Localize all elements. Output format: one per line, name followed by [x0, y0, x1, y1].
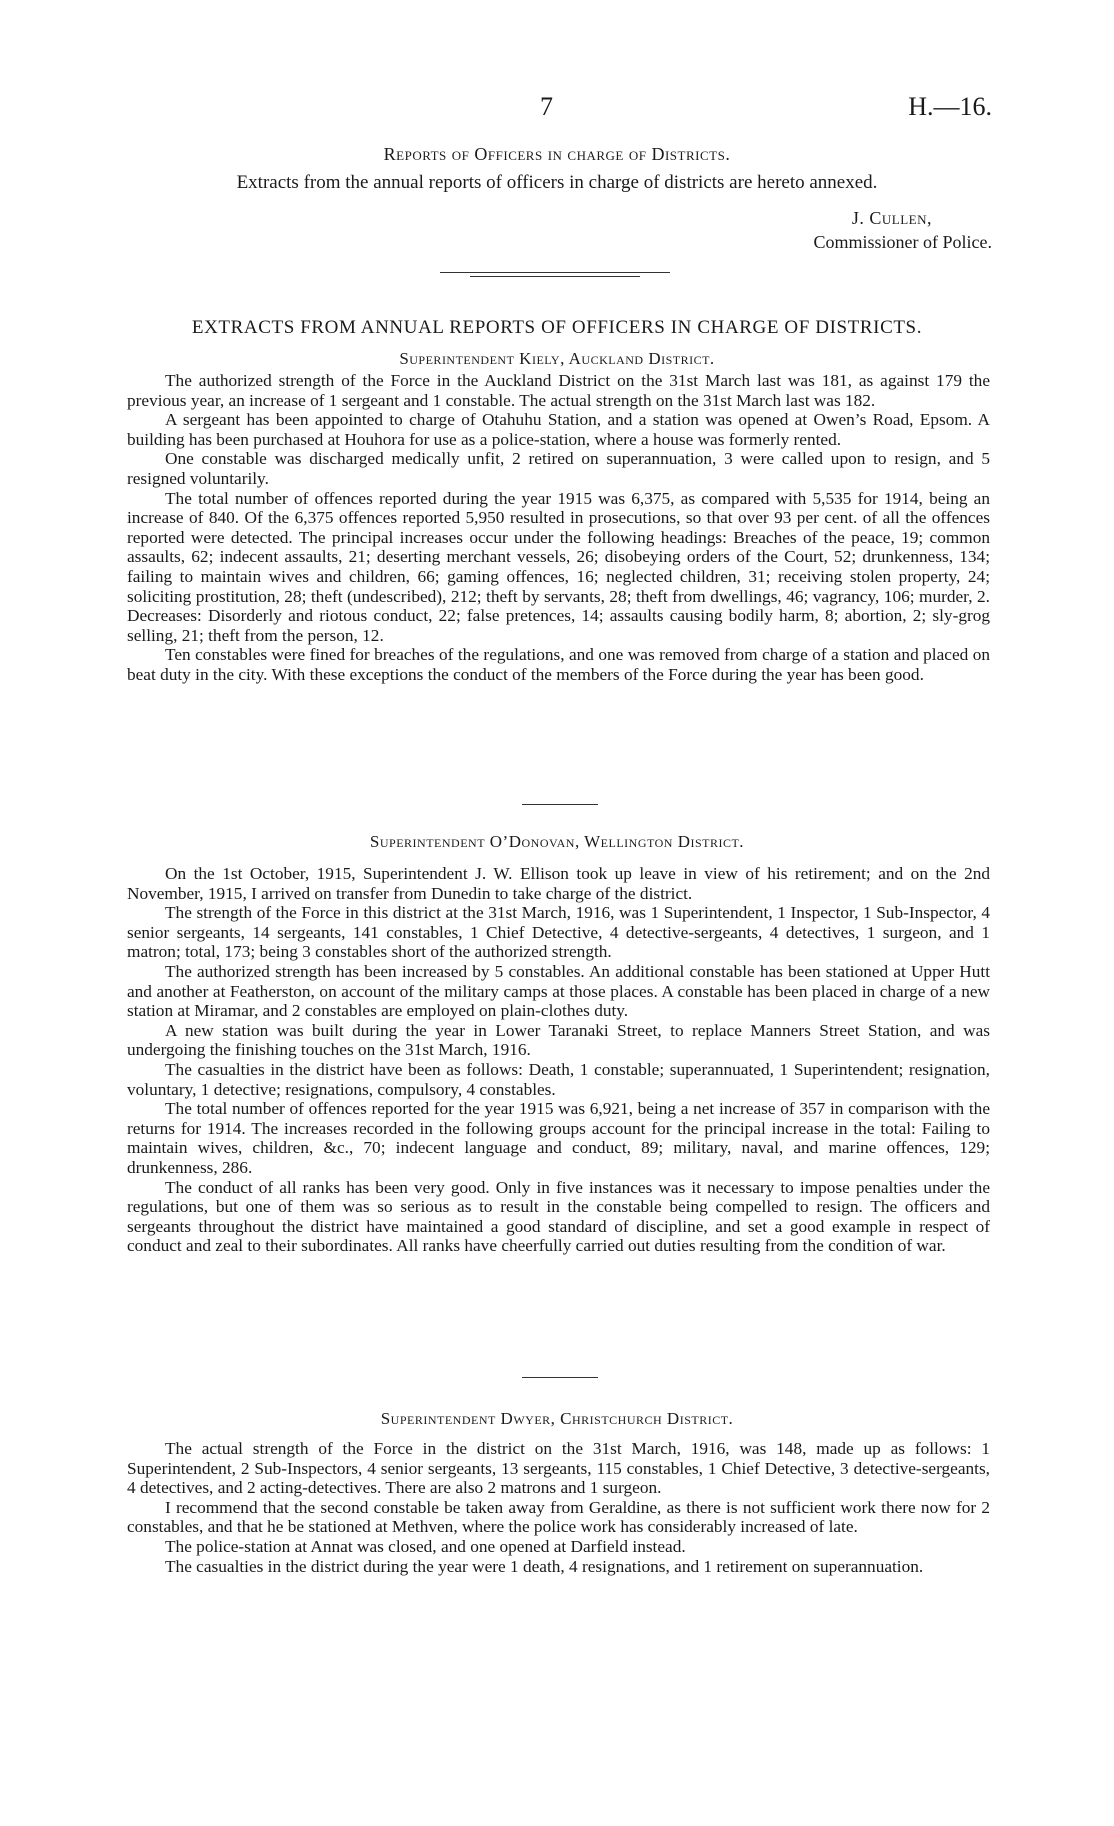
section-heading-auckland: Superintendent Kiely, Auckland District. [399, 349, 715, 368]
section-body-christchurch [127, 1439, 990, 1576]
section-body-auckland [127, 371, 990, 685]
paragraph: The police-station at Annat was closed, and one opened at Darfield instead. [165, 1536, 686, 1556]
paragraph: The conduct of all ranks has been very good. Only in five instances was it necessary to impose penalties under the regulations, but one of them was so serious as to result in the constable being compelled to resign. The officers and sergeants throughout the district have maintained a good standard of discipline, and set a good example in respect of conduct and zeal to their subordinates. All ranks have cheerfully carried out duties resulting from the condition of war. [127, 1177, 990, 1256]
paragraph: The casualties in the district during the year were 1 death, 4 resignations, and 1 retirement on superannuation. [165, 1556, 924, 1576]
divider-rule [522, 804, 598, 805]
paragraph: The actual strength of the Force in the district on the 31st March, 1916, was 148, made up as follows: 1 Superintendent, 2 Sub-Inspectors, 4 senior sergeants, 13 sergeants, 115 constables, 1 Chief Detective, 3 detective-sergeants, 4 detectives, and 2 acting-detectives. There are also 2 matrons and 1 surgeon. [127, 1439, 990, 1498]
paragraph: I recommend that the second constable be taken away from Geraldine, as there is not sufficient work there now for 2 constables, and that he be stationed at Methven, where the police work has considerably increased of late. [127, 1497, 990, 1537]
divider-rule [522, 1377, 598, 1378]
paragraph: Ten constables were fined for breaches of the regulations, and one was removed from charge of a station and placed on beat duty in the city. With these exceptions the conduct of the members of the Force during the year has been good. [127, 645, 990, 684]
section-heading-christchurch: Superintendent Dwyer, Christchurch District. [380, 1409, 734, 1428]
paragraph: The authorized strength of the Force in the Auckland District on the 31st March last was 181, as against 179 the previous year, an increase of 1 sergeant and 1 constable. The actual strength on the 31st March last was 182. [127, 371, 990, 410]
intro-line: Extracts from the annual reports of officers in charge of districts are hereto annexed. [236, 172, 878, 193]
paragraph: The casualties in the district have been as follows: Death, 1 constable; superannuated, 1 Superintendent; resignation, voluntary, 1 detective; resignations, compulsory, 4 constables. [127, 1059, 990, 1099]
page-number: 7 [540, 92, 553, 121]
reports-heading: Reports of Officers in charge of Districts. [383, 144, 731, 164]
divider-rule [440, 272, 670, 273]
signature-name: J. Cullen, [851, 208, 932, 228]
paragraph: On the 1st October, 1915, Superintendent J. W. Ellison took up leave in view of his retirement; and on the 2nd November, 1915, I arrived on transfer from Dunedin to take charge of the district. [127, 864, 990, 903]
section-body-wellington [127, 864, 990, 1256]
divider-rule [470, 276, 640, 277]
paragraph: The total number of offences reported during the year 1915 was 6,375, as compared with 5,535 for 1914, being an increase of 840. Of the 6,375 offences reported 5,950 resulted in prosecutions, so that over 93 per cent. of all the offences reported were detected. The principal increases occur under the following headings: Breaches of the peace, 19; common assaults, 62; indecent assaults, 21; deserting merchant vessels, 26; disobeying orders of the Court, 52; drunkenness, 134; failing to maintain wives and children, 66; gaming offences, 16; neglected children, 31; receiving stolen property, 24; soliciting prostitution, 28; theft (undescribed), 212; theft by servants, 28; theft from dwellings, 46; vagrancy, 106; murder, 2. Decreases: Disorderly and riotous conduct, 22; false pretences, 14; assaults causing bodily harm, 8; abortion, 2; sly-grog selling, 21; theft from the person, 12. [127, 488, 990, 645]
paragraph: One constable was discharged medically unfit, 2 retired on superannuation, 3 were called upon to resign, and 5 resigned voluntarily. [127, 449, 990, 488]
paragraph: A new station was built during the year in Lower Taranaki Street, to replace Manners Street Station, and was undergoing the finishing touches on the 31st March, 1916. [127, 1020, 990, 1060]
paragraph: A sergeant has been appointed to charge of Otahuhu Station, and a station was opened at Owen’s Road, Epsom. A building has been purchased at Houhora for use as a police-station, where a house was formerly rented. [127, 410, 990, 449]
paragraph: The authorized strength has been increased by 5 constables. An additional constable has been stationed at Upper Hutt and another at Featherston, on account of the military camps at those places. A constable has been placed in charge of a new station at Miramar, and 2 constables are employed on plain-clothes duty. [127, 961, 990, 1021]
signature-block [814, 206, 993, 254]
paragraph: The strength of the Force in this district at the 31st March, 1916, was 1 Superintendent, 1 Inspector, 1 Sub-Inspector, 4 senior sergeants, 14 sergeants, 141 constables, 1 Chief Detective, 4 detective-sergeants, 4 detectives, 1 surgeon, and 1 matron; total, 173; being 3 constables short of the authorized strength. [127, 903, 990, 962]
main-title: EXTRACTS FROM ANNUAL REPORTS OF OFFICERS IN CHARGE OF DISTRICTS. [191, 317, 923, 338]
section-heading-wellington: Superintendent O’Donovan, Wellington District. [369, 832, 745, 851]
document-reference: H.—16. [908, 92, 992, 121]
signature-title: Commissioner of Police. [813, 232, 992, 252]
paragraph: The total number of offences reported for the year 1915 was 6,921, being a net increase of 357 in comparison with the returns for 1914. The increases recorded in the following groups account for the principal increase in the total: Failing to maintain wives, children, &c., 70; indecent language and conduct, 89; military, naval, and marine offences, 129; drunkenness, 286. [127, 1099, 990, 1177]
